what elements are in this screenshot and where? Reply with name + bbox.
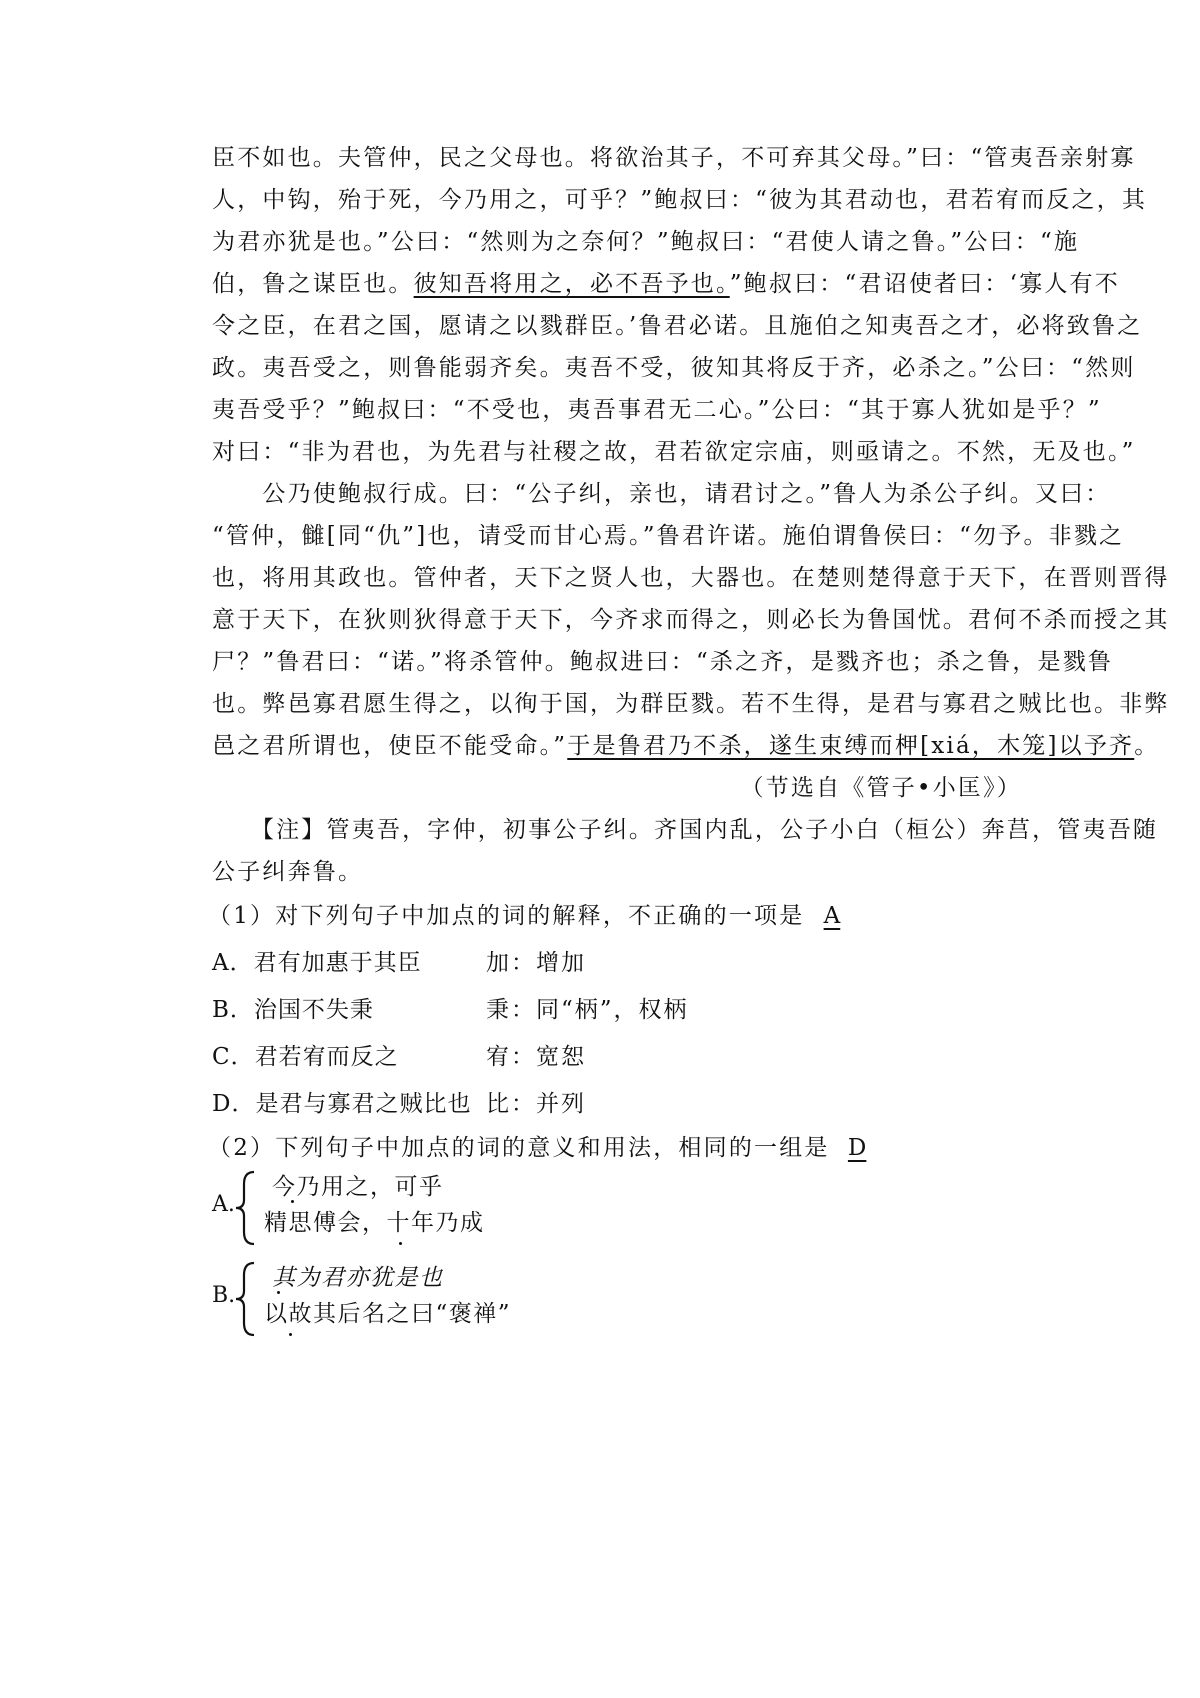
passage-line: 公乃使鲍叔行成。曰：“公子纠，亲也，请君讨之。”鲁人为杀公子纠。又曰： [212,481,1111,507]
choice-group-a [212,1168,612,1248]
passage-line: 也，将用其政也。管仲者，天下之贤人也，大器也。在楚则楚得意于天下，在晋则晋得 [212,565,1170,591]
question-2-stem [208,1133,1018,1163]
passage-line: 也。弊邑寡君愿生得之，以徇于国，为群臣戮。若不生得，是君与寡君之贼比也。非弊 [212,691,1170,717]
passage-line: 意于天下，在狄则狄得意于天下，今齐求而得之，则必长为鲁国忧。君何不杀而授之其 [212,607,1170,633]
passage-line [212,269,1120,299]
passage-text: 伯，鲁之谋臣也。 [212,271,414,297]
passage-line: 对曰：“非为君也，为先君与社稷之故，君若欲定宗庙，则亟请之。不然，无及也。” [212,439,1136,465]
choice-a-sentence-1: 今乃用之，可乎 [272,1174,444,1200]
choice-group-b-label: B. [212,1283,236,1308]
emphasis-dot [291,1200,294,1203]
underlined-sentence: 彼知吾将用之，必不吾予也。 [413,271,730,297]
passage-line: 政。夷吾受之，则鲁能弱齐矣。夷吾不受，彼知其将反于齐，必杀之。”公曰：“然则 [212,355,1136,381]
passage-text: 。 [1134,733,1160,759]
passage-line [212,731,1160,761]
emphasis-dot [289,1333,292,1336]
question-1-answer: A [823,903,841,929]
choice-b-sentence-1: 其为君亦犹是也 [272,1265,444,1291]
question-2-text: （2）下列句子中加点的词的意义和用法，相同的一组是 [208,1135,830,1161]
option-d-gloss: 比：并列 [486,1091,586,1117]
passage-line: 夷吾受乎？”鲍叔曰：“不受也，夷吾事君无二心。”公曰：“其于寡人犹如是乎？” [212,397,1102,423]
emphasis-dot [277,1291,280,1294]
source-citation: （节选自《管子•小匡》） [740,775,1022,801]
emphasis-dot [399,1242,402,1245]
note-line: 公子纠奔鲁。 [212,859,364,885]
left-brace-icon [232,1259,262,1339]
option-a-sentence: A．君有加惠于其臣 [212,950,422,976]
underlined-sentence: 于是鲁君乃不杀，遂生束缚而柙[xiá，木笼]以予齐 [567,733,1135,759]
option-d-sentence: D．是君与寡君之贼比也 [212,1091,472,1117]
passage-line: “管仲，雠[同“仇”]也，请受而甘心焉。”鲁君许诺。施伯谓鲁侯曰：“勿予。非戮之 [212,523,1125,549]
option-b-sentence: B．治国不失秉 [212,997,374,1023]
question-1-text: （1）对下列句子中加点的词的解释，不正确的一项是 [208,903,805,929]
note-line: 【注】管夷吾，字仲，初事公子纠。齐国内乱，公子小白（桓公）奔莒，管夷吾随 [212,817,1159,843]
option-c-gloss: 宥：宽恕 [486,1044,586,1070]
passage-line: 臣不如也。夫管仲，民之父母也。将欲治其子，不可弃其父母。”曰：“管夷吾亲射寡 [212,145,1136,171]
choice-a-sentence-2: 精思傅会，十年乃成 [264,1210,485,1236]
choice-group-a-label: A. [212,1192,235,1217]
passage-line: 为君亦犹是也。”公曰：“然则为之奈何？”鲍叔曰：“君使人请之鲁。”公曰：“施 [212,229,1080,255]
passage-line: 令之臣，在君之国，愿请之以戮群臣。’鲁君必诺。且施伯之知夷吾之才，必将致鲁之 [212,313,1143,339]
passage-text: ”鲍叔曰：“君诏使者曰：‘寡人有不 [729,271,1120,297]
question-2-answer: D [847,1135,867,1161]
option-c-sentence: C．君若宥而反之 [212,1044,399,1070]
left-brace-icon [232,1168,262,1248]
option-a-gloss: 加：增加 [486,950,586,976]
passage-line: 尸？”鲁君曰：“诺。”将杀管仲。鲍叔进曰：“杀之齐，是戮齐也；杀之鲁，是戮鲁 [212,649,1114,675]
choice-group-b [212,1259,612,1339]
choice-b-sentence-2: 以故其后名之曰“褒禅” [264,1301,512,1327]
passage-line: 人，中钩，殆于死，今乃用之，可乎？”鲍叔曰：“彼为其君动也，君若宥而反之，其 [212,187,1148,213]
option-b-gloss: 秉：同“柄”，权柄 [486,997,689,1023]
passage-text: 邑之君所谓也，使臣不能受命。” [212,733,568,759]
question-1-stem [208,901,1018,931]
